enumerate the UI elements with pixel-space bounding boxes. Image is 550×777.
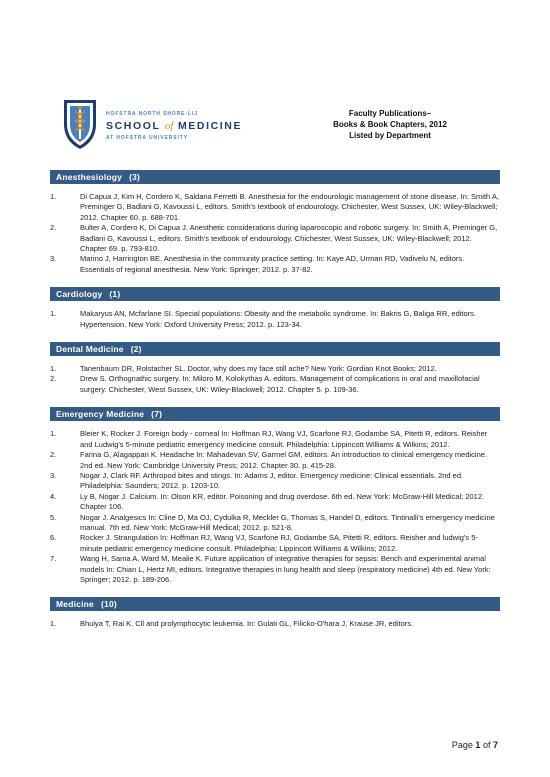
page-of: of — [482, 740, 491, 750]
section-header — [50, 287, 500, 301]
reference-text: Rocker J. Strangulation In: Hoffman RJ, Wang VJ, Scarfone RJ, Godambe SA, Pitetti R, editors. Reisher and ludwig's 5-minute pediatric emergency medicine consult. Philadelphia: Lippincott Williams & Wilkins; 2012. — [80, 533, 478, 553]
shield-icon — [62, 98, 98, 150]
logo-of-word: of — [164, 120, 174, 132]
header-line-3: Listed by Department — [349, 131, 431, 140]
reference-text: Bhuiya T, Rai K. Cll and prolymphocytic leukemia. In: Gulati GL, Filicko-O'hara J, Krause JR, editors. — [80, 619, 414, 629]
section-count: (10) — [100, 599, 117, 610]
reference-number: 7. — [50, 554, 57, 564]
reference-item — [50, 192, 500, 223]
section-title: Dental Medicine — [56, 344, 124, 355]
reference-list — [50, 619, 500, 629]
reference-text: Makaryus AN, Mcfarlane SI. Special populations: Obesity and the metabolic syndrome. In: Bakris G, Baliga RR, editors. Hypertension. New York: Oxford University Press; 2012. p. 123-34. — [80, 309, 477, 329]
reference-number: 2. — [50, 450, 57, 460]
logo-line-school — [106, 120, 242, 132]
reference-number: 5. — [50, 512, 57, 522]
section-header — [50, 342, 500, 356]
section-header — [50, 597, 500, 611]
reference-list — [50, 192, 500, 275]
reference-text: Di Capua J, Kim H, Cordero K, Saldana Ferretti B. Anesthesia for the endourologic management of stone disease. In: Smith A, Preminger G, Badlani G, Kavoussi L, editors. Smith's textbook of endourology. Chichester, West Sussex, UK: Wiley-Blackwell; 2012. Chapter 60. p. 688-701. — [80, 192, 499, 222]
reference-text: Wang H, Sama A, Ward M, Mealie K. Future application of integrative therapies for sepsis: Bench and experimental animal models In: Chian L, Hertz MI, editors. Integrative therapies in lung health and sleep (respiratory medicine) 4th ed. New York: Springer; 2012. p. 189-206. — [80, 554, 491, 584]
reference-text: Marino J, Harrington BE. Anesthesia in the community practice setting. In: Kaye AD, Urman RD, Vadivelu N, editors. Essentials of regional anesthesia. New York: Springer; 2012. p. 37-82. — [80, 254, 465, 274]
header-line-1: Faculty Publications– — [348, 109, 432, 118]
reference-item — [50, 374, 500, 395]
school-logo — [62, 98, 252, 160]
page-current: 1 — [475, 740, 481, 750]
reference-item — [50, 619, 500, 629]
section-count: (3) — [129, 172, 141, 182]
logo-wordmark — [106, 111, 242, 141]
reference-number: 1. — [50, 309, 57, 319]
logo-line-bottom: AT HOFSTRA UNIVERSITY — [106, 135, 188, 141]
page-number — [452, 740, 498, 750]
reference-text: Tanenbaum DR, Rolstacher SL. Doctor, why does my face still ache? New York: Gordian Knot Books; 2012. — [80, 364, 437, 374]
page-label: Page — [451, 740, 473, 750]
publication-list — [50, 170, 500, 630]
reference-item — [50, 492, 500, 513]
reference-list — [50, 364, 500, 395]
reference-item — [50, 533, 500, 554]
reference-number: 4. — [50, 491, 57, 501]
section-count: (7) — [151, 409, 163, 420]
reference-text: Nogar J. Analgesics In: Cline D, Ma OJ, Cydulka R, Meckler G, Thomas S, Handel D, editors. Tintinalli's emergency medicine manual. 7th ed. New York: McGraw-Hill Medical; 2012. p. 521-8. — [80, 512, 495, 532]
reference-number: 1. — [50, 619, 57, 629]
logo-school-word: SCHOOL — [106, 120, 161, 132]
section-header — [50, 407, 500, 421]
reference-item — [50, 309, 500, 330]
document-header — [300, 108, 480, 141]
reference-number: 3. — [50, 470, 57, 480]
reference-item — [50, 254, 500, 275]
section-header — [50, 170, 500, 184]
section-title: Medicine — [56, 599, 94, 610]
reference-number: 3. — [50, 254, 57, 264]
reference-item — [50, 223, 500, 254]
reference-text: Ly B, Nogar J. Calcium. In: Olson KR, editor. Poisoning and drug overdose. 6th ed. New York: McGraw-Hill Medical; 2012. Chapter 106. — [80, 491, 485, 512]
section-title: Emergency Medicine — [56, 409, 145, 420]
logo-medicine-word: MEDICINE — [177, 120, 243, 132]
section-title: Anesthesiology — [56, 172, 123, 182]
reference-item — [50, 450, 500, 471]
section-title: Cardiology — [56, 289, 103, 300]
reference-list — [50, 429, 500, 585]
reference-text: Bulter A, Cordero K, Di Capua J. Anesthetic considerations during laparoscopic and robotic surgery. In: Smith A, Preminger G, Badlani G, Kavoussi L, editors. Smith's textbook of endourology. Chichester, West Sussex, UK: Wiley-Blackwell; 2012. Chapter 69. p. 793-810. — [80, 223, 498, 254]
reference-item — [50, 471, 500, 492]
reference-item — [50, 554, 500, 585]
reference-text: Bleier K, Rocker J. Foreign body - corneal In: Hoffman RJ, Wang VJ, Scarfone RJ, Godambe SA, Pitetti R, editors. Reisher and Ludwig's 5-minute pediatric emergency medicine consult. Philadelphia: Lippincott Williams & Wilkins; 2012. — [80, 429, 488, 449]
header-line-2: Books & Book Chapters, 2012 — [333, 120, 447, 129]
reference-number: 6. — [50, 533, 57, 543]
reference-list — [50, 309, 500, 330]
reference-item — [50, 513, 500, 534]
reference-item — [50, 364, 500, 374]
reference-item — [50, 429, 500, 450]
reference-number: 2. — [50, 223, 57, 233]
reference-number: 1. — [50, 429, 57, 439]
reference-text: Farina G, Alagappan K. Headache In: Mahadevan SV, Garmel GM, editors. An introduction to clinical emergency medicine. 2nd ed. New York: Cambridge University Press; 2012. Chapter 30. p. 415-28. — [80, 450, 488, 470]
reference-number: 1. — [50, 364, 57, 374]
logo-line-top: HOFSTRA NORTH SHORE-LIJ — [106, 111, 198, 117]
reference-text: Drew S. Orthognathic surgery. In: Miloro M, Kolokythas A, editors. Management of complications in oral and maxillofacial surgery. Chichester, West Sussex, UK: Wiley-Blackwell; 2012. Chapter 5. p. 109-36. — [80, 374, 480, 394]
page-total: 7 — [492, 740, 498, 750]
section-count: (1) — [109, 289, 121, 300]
reference-number: 1. — [50, 192, 57, 201]
reference-text: Nogar J, Clark RF. Arthropod bites and stings. In: Adams J, editor. Emergency medicine: Clinical essentials. 2nd ed. Philadelphia: Saunders; 2012. p. 1203-10. — [80, 470, 464, 491]
reference-number: 2. — [50, 374, 57, 384]
section-count: (2) — [130, 344, 142, 355]
